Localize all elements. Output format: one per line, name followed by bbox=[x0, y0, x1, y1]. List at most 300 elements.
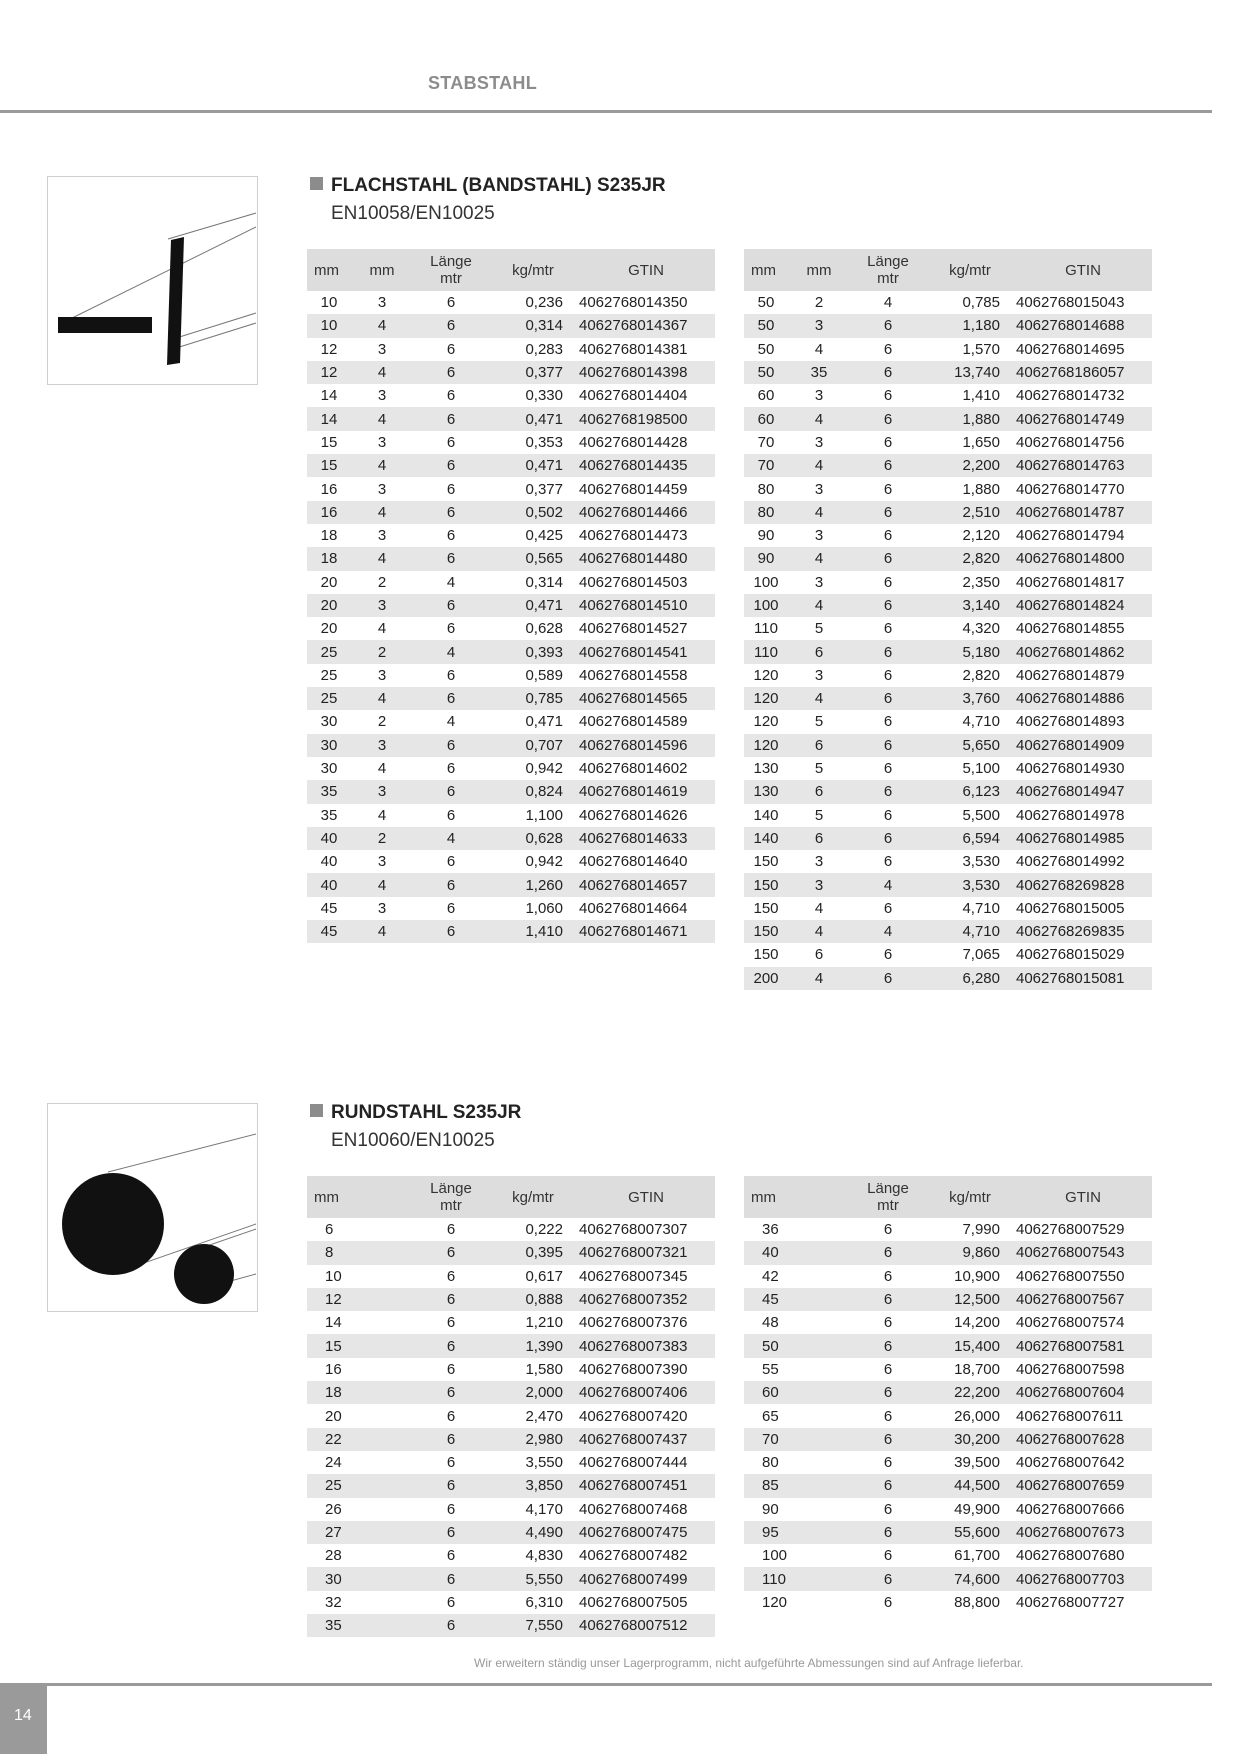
table-cell: 6 bbox=[788, 640, 850, 663]
table-cell: 4062768014466 bbox=[577, 501, 715, 524]
table-cell: 6 bbox=[413, 780, 489, 803]
table-row bbox=[744, 967, 1152, 990]
table-cell: 1,260 bbox=[489, 873, 577, 896]
table-row bbox=[744, 827, 1152, 850]
table-cell: 42 bbox=[762, 1267, 779, 1285]
table-cell: 6 bbox=[446, 806, 456, 824]
table-cell: 4 bbox=[377, 760, 387, 778]
table-cell: 27 bbox=[307, 1521, 413, 1544]
table-cell: 4 bbox=[788, 967, 850, 990]
table-row bbox=[744, 501, 1152, 524]
table-cell: 4062768014633 bbox=[577, 827, 715, 850]
table-row bbox=[744, 1404, 1152, 1427]
table-row bbox=[307, 314, 715, 337]
table-cell: 8 bbox=[307, 1241, 413, 1264]
table-cell: 4 bbox=[377, 620, 387, 638]
table-cell: 4062768007505 bbox=[579, 1593, 688, 1611]
table-row bbox=[744, 1381, 1152, 1404]
col-header-mm: mm bbox=[788, 249, 850, 291]
flat-section-title bbox=[310, 175, 666, 197]
table-row bbox=[307, 617, 715, 640]
table-cell: 6 bbox=[883, 946, 893, 964]
table-row bbox=[307, 1334, 715, 1357]
table-cell: 4062768014596 bbox=[577, 734, 715, 757]
table-cell: 4,830 bbox=[525, 1547, 563, 1565]
table-cell: 20 bbox=[307, 594, 351, 617]
table-row bbox=[744, 338, 1152, 361]
table-cell: 0,393 bbox=[489, 640, 577, 663]
table-cell: 6 bbox=[883, 666, 893, 684]
table-cell: 4062768007574 bbox=[1016, 1314, 1125, 1332]
table-cell: 6 bbox=[883, 1407, 893, 1425]
page-header-title: STABSTAHL bbox=[428, 73, 538, 93]
table-row bbox=[744, 943, 1152, 966]
table-row bbox=[307, 547, 715, 570]
table-cell: 4062768007598 bbox=[1016, 1360, 1125, 1378]
table-cell: 6,123 bbox=[926, 780, 1014, 803]
table-cell: 6 bbox=[850, 407, 926, 430]
table-cell: 18 bbox=[307, 547, 351, 570]
table-cell: 1,180 bbox=[926, 314, 1014, 337]
table-cell: 110 bbox=[754, 620, 778, 638]
table-row bbox=[744, 617, 1152, 640]
table-cell: 3 bbox=[351, 734, 413, 757]
table-row bbox=[307, 850, 715, 873]
table-row bbox=[307, 361, 715, 384]
table-cell: 0,330 bbox=[525, 387, 563, 405]
col-header-gtin: GTIN bbox=[1014, 1176, 1152, 1218]
table-cell: 100 bbox=[744, 594, 788, 617]
table-cell: 6 bbox=[850, 1381, 926, 1404]
table-cell: 4062768007307 bbox=[579, 1221, 688, 1239]
table-row bbox=[307, 1218, 715, 1241]
table-row bbox=[744, 850, 1152, 873]
table-cell: 4 bbox=[446, 573, 456, 591]
table-cell: 25 bbox=[307, 1474, 413, 1497]
table-cell: 4 bbox=[850, 873, 926, 896]
footnote: Wir erweitern ständig unser Lagerprogramm, nicht aufgeführte Abmessungen sind auf Anfrage lieferbar. bbox=[474, 1656, 1024, 1670]
table-cell: 4 bbox=[446, 713, 456, 731]
table-cell: 4062768014381 bbox=[579, 340, 688, 358]
col-header-mm: mm bbox=[307, 249, 351, 291]
table-cell: 120 bbox=[744, 734, 788, 757]
table-cell: 3 bbox=[377, 666, 387, 684]
table-header-row bbox=[307, 1176, 715, 1218]
flat-bar-illustration bbox=[47, 176, 258, 385]
table-cell: 4062768007475 bbox=[577, 1521, 715, 1544]
table-cell: 7,550 bbox=[489, 1614, 577, 1637]
col-header-mm: mm bbox=[744, 1176, 850, 1218]
table-cell: 80 bbox=[744, 501, 788, 524]
table-cell: 0,942 bbox=[525, 760, 563, 778]
table-cell: 70 bbox=[757, 433, 775, 451]
table-row bbox=[744, 291, 1152, 314]
table-cell: 12,500 bbox=[926, 1288, 1014, 1311]
table-cell: 6 bbox=[446, 620, 456, 638]
table-cell: 4 bbox=[883, 294, 893, 312]
table-cell: 35 bbox=[788, 361, 850, 384]
table-cell: 7,065 bbox=[962, 946, 1000, 964]
table-cell: 4062768007567 bbox=[1014, 1288, 1152, 1311]
table-cell: 4062768014992 bbox=[1016, 853, 1125, 871]
table-cell: 0,425 bbox=[525, 527, 563, 545]
table-cell: 150 bbox=[753, 853, 779, 871]
table-cell: 90 bbox=[762, 1500, 779, 1518]
table-cell: 1,580 bbox=[525, 1360, 563, 1378]
table-cell: 6 bbox=[814, 946, 824, 964]
table-cell: 60 bbox=[744, 1381, 850, 1404]
table-cell: 4062768007611 bbox=[1016, 1407, 1124, 1425]
table-cell: 2,470 bbox=[525, 1407, 563, 1425]
table-cell: 6 bbox=[413, 1334, 489, 1357]
table-cell: 30 bbox=[320, 760, 338, 778]
table-row bbox=[307, 804, 715, 827]
table-cell: 22 bbox=[307, 1428, 413, 1451]
table-cell: 4062768014930 bbox=[1016, 760, 1125, 778]
table-cell: 5 bbox=[814, 620, 824, 638]
table-cell: 0,377 bbox=[489, 361, 577, 384]
table-cell: 3 bbox=[377, 527, 387, 545]
table-cell: 60 bbox=[757, 387, 775, 405]
table-row bbox=[307, 710, 715, 733]
table-cell: 6 bbox=[850, 1241, 926, 1264]
col-header-length: Länge mtr bbox=[850, 249, 926, 291]
table-row bbox=[744, 920, 1152, 943]
table-cell: 35 bbox=[307, 780, 351, 803]
table-cell: 6 bbox=[413, 407, 489, 430]
table-row bbox=[744, 897, 1152, 920]
table-cell: 6 bbox=[883, 1454, 893, 1472]
table-cell: 4 bbox=[788, 920, 850, 943]
table-cell: 4 bbox=[351, 547, 413, 570]
page-number-box bbox=[0, 1683, 47, 1754]
table-cell: 4062768007482 bbox=[579, 1547, 688, 1565]
table-cell: 6 bbox=[325, 1221, 334, 1239]
table-cell: 1,880 bbox=[926, 407, 1014, 430]
table-cell: 25 bbox=[307, 687, 351, 710]
table-cell: 6 bbox=[850, 314, 926, 337]
table-cell: 14 bbox=[325, 1314, 342, 1332]
table-cell: 4062768007390 bbox=[579, 1360, 688, 1378]
table-cell: 140 bbox=[744, 827, 788, 850]
table-cell: 4062768007703 bbox=[1014, 1567, 1152, 1590]
table-row bbox=[744, 524, 1152, 547]
table-cell: 5,650 bbox=[926, 734, 1014, 757]
table-cell: 6 bbox=[883, 573, 893, 591]
round-section-subtitle: EN10060/EN10025 bbox=[331, 1130, 495, 1151]
table-cell: 3 bbox=[814, 480, 824, 498]
table-cell: 4062768007529 bbox=[1016, 1221, 1125, 1239]
table-row bbox=[744, 1241, 1152, 1264]
table-row bbox=[744, 757, 1152, 780]
table-cell: 6 bbox=[446, 294, 456, 312]
table-cell: 6 bbox=[883, 1360, 893, 1378]
table-cell: 4,490 bbox=[489, 1521, 577, 1544]
table-cell: 4062768014794 bbox=[1016, 527, 1125, 545]
table-row bbox=[307, 1451, 715, 1474]
table-cell: 6 bbox=[446, 1360, 456, 1378]
table-cell: 4062768007642 bbox=[1016, 1454, 1125, 1472]
table-cell: 45 bbox=[307, 920, 351, 943]
table-cell: 16 bbox=[325, 1360, 342, 1378]
table-cell: 3 bbox=[788, 314, 850, 337]
table-row bbox=[307, 1265, 715, 1288]
table-cell: 45 bbox=[320, 899, 338, 917]
table-cell: 6 bbox=[446, 387, 456, 405]
table-cell: 49,900 bbox=[954, 1500, 1000, 1518]
table-cell: 4 bbox=[788, 687, 850, 710]
table-cell: 4062768007604 bbox=[1014, 1381, 1152, 1404]
table-header-row bbox=[307, 249, 715, 291]
table-cell: 4062768269828 bbox=[1014, 873, 1152, 896]
table-row bbox=[307, 477, 715, 500]
table-row bbox=[744, 780, 1152, 803]
table-cell: 4062768007383 bbox=[577, 1334, 715, 1357]
table-cell: 6 bbox=[446, 1593, 456, 1611]
table-cell: 4062768007420 bbox=[579, 1407, 688, 1425]
table-cell: 7,990 bbox=[962, 1221, 1000, 1239]
table-cell: 2,350 bbox=[962, 573, 1000, 591]
table-row bbox=[744, 1544, 1152, 1567]
table-cell: 39,500 bbox=[954, 1454, 1000, 1472]
round-title-text: RUNDSTAHL S235JR bbox=[331, 1102, 522, 1123]
table-cell: 4062768014565 bbox=[577, 687, 715, 710]
col-header-kg: kg/mtr bbox=[926, 1176, 1014, 1218]
table-cell: 4062768014756 bbox=[1016, 433, 1125, 451]
table-cell: 12 bbox=[307, 361, 351, 384]
table-cell: 0,471 bbox=[489, 407, 577, 430]
table-cell: 6 bbox=[446, 1314, 456, 1332]
table-cell: 10 bbox=[307, 314, 351, 337]
table-row bbox=[307, 594, 715, 617]
page-number: 14 bbox=[14, 1707, 32, 1724]
table-row bbox=[307, 780, 715, 803]
table-row bbox=[307, 1498, 715, 1521]
table-cell: 3,760 bbox=[926, 687, 1014, 710]
table-cell: 2 bbox=[377, 713, 387, 731]
table-cell: 130 bbox=[753, 760, 779, 778]
table-cell: 6 bbox=[850, 1567, 926, 1590]
table-cell: 4 bbox=[814, 340, 824, 358]
table-cell: 4 bbox=[351, 501, 413, 524]
table-cell: 70 bbox=[744, 1428, 850, 1451]
table-cell: 3 bbox=[377, 433, 387, 451]
table-cell: 2,820 bbox=[926, 547, 1014, 570]
table-cell: 4062768014909 bbox=[1014, 734, 1152, 757]
table-cell: 90 bbox=[757, 527, 775, 545]
table-row bbox=[307, 1544, 715, 1567]
table-cell: 6 bbox=[850, 361, 926, 384]
table-row bbox=[744, 664, 1152, 687]
table-cell: 4062768014824 bbox=[1014, 594, 1152, 617]
col-header-kg: kg/mtr bbox=[489, 249, 577, 291]
table-cell: 26,000 bbox=[954, 1407, 1000, 1425]
table-cell: 4,710 bbox=[962, 899, 1000, 917]
table-row bbox=[307, 338, 715, 361]
table-row bbox=[307, 897, 715, 920]
table-cell: 25 bbox=[320, 666, 338, 684]
table-cell: 0,589 bbox=[525, 666, 563, 684]
table-cell: 6 bbox=[883, 433, 893, 451]
table-cell: 6 bbox=[883, 1593, 893, 1611]
table-cell: 4062768014558 bbox=[579, 666, 688, 684]
table-cell: 4062768014671 bbox=[577, 920, 715, 943]
table-cell: 1,390 bbox=[489, 1334, 577, 1357]
table-cell: 4062768007659 bbox=[1014, 1474, 1152, 1497]
table-cell: 40 bbox=[307, 873, 351, 896]
table-cell: 4062768007468 bbox=[579, 1500, 688, 1518]
table-cell: 14,200 bbox=[954, 1314, 1000, 1332]
table-cell: 55,600 bbox=[926, 1521, 1014, 1544]
table-row bbox=[744, 1521, 1152, 1544]
table-cell: 20 bbox=[325, 1407, 342, 1425]
table-cell: 4 bbox=[377, 806, 387, 824]
table-cell: 4 bbox=[788, 594, 850, 617]
table-cell: 1,060 bbox=[525, 899, 563, 917]
table-cell: 95 bbox=[744, 1521, 850, 1544]
table-cell: 32 bbox=[325, 1593, 342, 1611]
table-row bbox=[744, 384, 1152, 407]
table-cell: 4062768014879 bbox=[1016, 666, 1125, 684]
table-cell: 50 bbox=[757, 294, 775, 312]
table-cell: 4,320 bbox=[962, 620, 1000, 638]
table-cell: 100 bbox=[762, 1547, 788, 1565]
table-cell: 6 bbox=[850, 454, 926, 477]
table-cell: 4062768014855 bbox=[1016, 620, 1125, 638]
table-cell: 16 bbox=[320, 480, 338, 498]
table-row bbox=[307, 687, 715, 710]
table-cell: 6 bbox=[446, 1547, 456, 1565]
col-header-length: Länge mtr bbox=[850, 1176, 926, 1218]
table-cell: 80 bbox=[762, 1454, 779, 1472]
table-cell: 6 bbox=[850, 1334, 926, 1357]
table-cell: 3,140 bbox=[926, 594, 1014, 617]
table-cell: 3,530 bbox=[926, 873, 1014, 896]
table-cell: 10,900 bbox=[954, 1267, 1000, 1285]
table-cell: 0,888 bbox=[489, 1288, 577, 1311]
table-cell: 0,471 bbox=[489, 594, 577, 617]
table-cell: 3 bbox=[814, 387, 824, 405]
table-cell: 0,471 bbox=[489, 454, 577, 477]
table-cell: 50 bbox=[744, 1334, 850, 1357]
table-row bbox=[307, 1614, 715, 1637]
table-cell: 65 bbox=[762, 1407, 779, 1425]
table-cell: 4 bbox=[788, 501, 850, 524]
table-cell: 4 bbox=[351, 361, 413, 384]
table-cell: 0,314 bbox=[525, 573, 563, 591]
table-cell: 4062768007406 bbox=[577, 1381, 715, 1404]
table-row bbox=[744, 1311, 1152, 1334]
table-cell: 4 bbox=[351, 920, 413, 943]
table-cell: 2 bbox=[377, 573, 387, 591]
table-cell: 1,410 bbox=[962, 387, 1000, 405]
table-cell: 6 bbox=[883, 853, 893, 871]
table-cell: 4062768014589 bbox=[579, 713, 688, 731]
table-cell: 4062768014640 bbox=[579, 853, 688, 871]
table-cell: 4062768014619 bbox=[577, 780, 715, 803]
table-cell: 85 bbox=[744, 1474, 850, 1497]
table-cell: 6 bbox=[850, 967, 926, 990]
table-cell: 4 bbox=[788, 407, 850, 430]
table-cell: 15,400 bbox=[926, 1334, 1014, 1357]
table-cell: 6 bbox=[413, 920, 489, 943]
table-cell: 18 bbox=[320, 527, 338, 545]
table-row bbox=[307, 664, 715, 687]
table-row bbox=[744, 687, 1152, 710]
table-cell: 4 bbox=[351, 407, 413, 430]
table-row bbox=[307, 291, 715, 314]
table-cell: 35 bbox=[307, 1614, 413, 1637]
table-cell: 6 bbox=[413, 314, 489, 337]
table-cell: 6 bbox=[446, 480, 456, 498]
table-cell: 4062768198500 bbox=[577, 407, 715, 430]
table-cell: 28 bbox=[325, 1547, 342, 1565]
table-cell: 6 bbox=[883, 1547, 893, 1565]
table-row bbox=[744, 804, 1152, 827]
table-cell: 4 bbox=[814, 899, 824, 917]
table-row bbox=[307, 734, 715, 757]
table-cell: 14 bbox=[307, 407, 351, 430]
table-cell: 4062768014626 bbox=[579, 806, 688, 824]
table-cell: 4062768186057 bbox=[1014, 361, 1152, 384]
table-cell: 5,100 bbox=[962, 760, 1000, 778]
table-cell: 6 bbox=[850, 687, 926, 710]
table-row bbox=[744, 454, 1152, 477]
table-cell: 3,530 bbox=[962, 853, 1000, 871]
table-cell: 14 bbox=[320, 387, 338, 405]
table-row bbox=[307, 1288, 715, 1311]
table-row bbox=[744, 710, 1152, 733]
table-row bbox=[307, 873, 715, 896]
table-row bbox=[307, 431, 715, 454]
table-cell: 0,785 bbox=[962, 294, 1000, 312]
table-cell: 6 bbox=[413, 1521, 489, 1544]
table-cell: 4062768007345 bbox=[579, 1267, 688, 1285]
table-cell: 48 bbox=[762, 1314, 779, 1332]
table-cell: 16 bbox=[307, 501, 351, 524]
table-cell: 4062768014817 bbox=[1016, 573, 1125, 591]
table-cell: 4062768014510 bbox=[577, 594, 715, 617]
table-cell: 4062768014527 bbox=[579, 620, 688, 638]
table-cell: 2,510 bbox=[926, 501, 1014, 524]
table-cell: 4062768014749 bbox=[1014, 407, 1152, 430]
table-cell: 55 bbox=[762, 1360, 779, 1378]
table-cell: 4062768014886 bbox=[1014, 687, 1152, 710]
table-cell: 6 bbox=[446, 760, 456, 778]
table-header-row bbox=[744, 1176, 1152, 1218]
table-cell: 6 bbox=[788, 827, 850, 850]
table-cell: 4062768007673 bbox=[1014, 1521, 1152, 1544]
table-cell: 5 bbox=[814, 760, 824, 778]
table-row bbox=[744, 594, 1152, 617]
table-cell: 6 bbox=[446, 1407, 456, 1425]
table-cell: 6 bbox=[413, 1428, 489, 1451]
table-cell: 4062768015081 bbox=[1014, 967, 1152, 990]
table-row bbox=[744, 1358, 1152, 1381]
table-cell: 6 bbox=[446, 527, 456, 545]
table-cell: 6 bbox=[446, 1267, 456, 1285]
table-row bbox=[307, 1567, 715, 1590]
table-cell: 50 bbox=[757, 340, 775, 358]
flat-table-left bbox=[307, 249, 715, 943]
table-cell: 36 bbox=[762, 1221, 779, 1239]
col-header-mm: mm bbox=[744, 249, 788, 291]
table-cell: 6 bbox=[883, 1314, 893, 1332]
table-cell: 4,710 bbox=[926, 920, 1014, 943]
table-cell: 4062768014404 bbox=[579, 387, 688, 405]
table-cell: 4062768014473 bbox=[579, 527, 688, 545]
table-cell: 4062768015005 bbox=[1016, 899, 1125, 917]
